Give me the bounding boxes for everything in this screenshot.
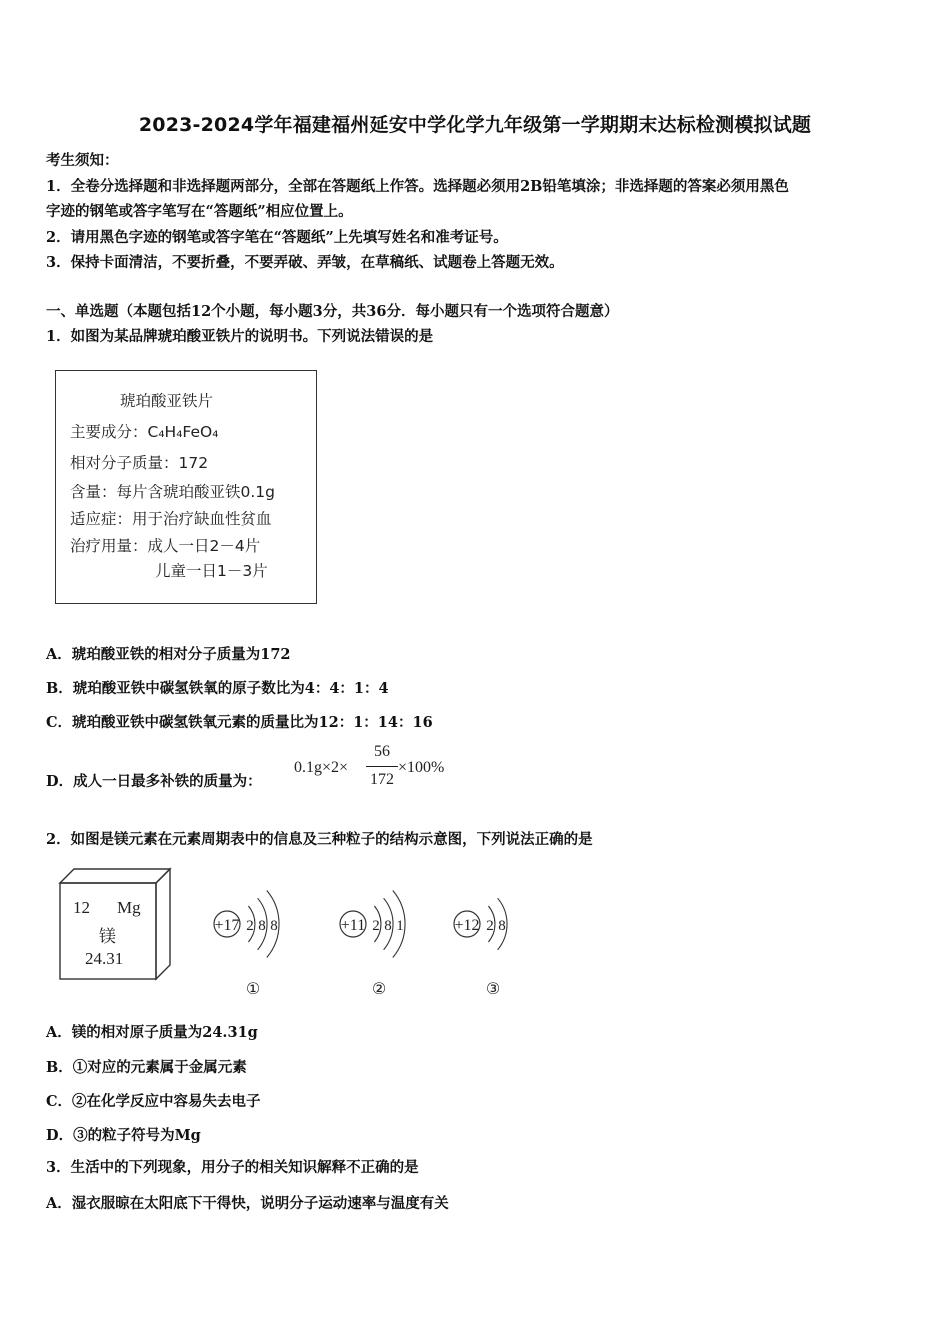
formula-prefix: 0.1g×2× [294,759,349,776]
shell-electron-count: 2 [246,918,254,934]
q2-option-b: B．①对应的元素属于金属元素 [46,1059,247,1076]
particle-diagram-1 [214,891,279,999]
element-number: 12 [73,898,90,917]
section-heading: 一、单选题（本题包括12个小题，每小题3分，共36分．每小题只有一个选项符合题意） [46,303,619,320]
shell-electron-count: 8 [384,918,392,934]
q2-option-c: C．②在化学反应中容易失去电子 [46,1093,261,1110]
q1-option-a: A．琥珀酸亚铁的相对分子质量为172 [46,646,291,663]
nucleus-charge: +11 [340,917,366,934]
particle-diagrams [205,870,535,1010]
label-ingredient: 主要成分：C₄H₄FeO₄ [70,423,219,441]
shell-electron-count: 2 [486,918,494,934]
question-2-stem: 2．如图是镁元素在元素周期表中的信息及三种粒子的结构示意图，下列说法正确的是 [46,831,593,848]
q1-option-d: D．成人一日最多补铁的质量为： [46,773,262,790]
medicine-label [55,370,317,604]
label-indication: 适应症：用于治疗缺血性贫血 [70,510,272,528]
formula-fraction [366,742,398,791]
q3-option-a: A．湿衣服晾在太阳底下干得快，说明分子运动速率与温度有关 [46,1195,449,1212]
element-mass: 24.31 [85,949,124,968]
nucleus-charge: +17 [214,917,240,934]
notice-line-1a: 1．全卷分选择题和非选择题两部分，全部在答题纸上作答。选择题必须用2B铅笔填涂；非选择题的答案必须用黑色 [46,178,789,195]
label-mass: 相对分子质量：172 [70,454,209,472]
formula-suffix: ×100% [398,759,445,776]
element-name: 镁 [99,927,116,947]
q2-option-d: D．③的粒子符号为Mg [46,1127,201,1144]
notice-line-3: 3．保持卡面清洁，不要折叠，不要弄破、弄皱，在草稿纸、试题卷上答题无效。 [46,254,564,271]
notice-line-2: 2．请用黑色字迹的钢笔或答字笔在“答题纸”上先填写姓名和准考证号。 [46,229,508,246]
q2-option-a: A．镁的相对原子质量为24.31g [46,1024,258,1041]
shell-electron-count: 8 [498,918,506,934]
formula-denominator: 172 [370,771,394,788]
particle-diagram-2 [340,891,405,999]
q1-option-b: B．琥珀酸亚铁中碳氢铁氧的原子数比为4：4：1：4 [46,680,389,697]
question-1-stem: 1．如图为某品牌琥珀酸亚铁片的说明书。下列说法错误的是 [46,328,434,345]
label-content: 含量：每片含琥珀酸亚铁0.1g [70,483,275,501]
particle-diagram-3 [454,898,507,998]
label-title: 琥珀酸亚铁片 [120,392,214,410]
page-title: 2023-2024学年福建福州延安中学化学九年级第一学期期末达标检测模拟试题 [138,114,812,136]
question-3-stem: 3．生活中的下列现象，用分子的相关知识解释不正确的是 [46,1159,419,1176]
notice-line-1b: 字迹的钢笔或答字笔写在“答题纸”相应位置上。 [46,203,353,220]
formula-numerator: 56 [374,743,390,760]
particle-label: ③ [485,979,501,998]
shell-electron-count: 8 [258,918,266,934]
nucleus-charge: +12 [454,917,480,934]
shell-electron-count: 1 [396,918,404,934]
particle-label: ① [245,979,261,998]
notice-heading: 考生须知： [46,152,119,169]
label-dosage-adult: 治疗用量：成人一日2－4片 [70,537,261,555]
particle-label: ② [371,979,387,998]
q1-option-c: C．琥珀酸亚铁中碳氢铁氧元素的质量比为12：1：14：16 [46,714,433,731]
element-symbol: Mg [117,898,141,917]
shell-electron-count: 8 [270,918,278,934]
shell-electron-count: 2 [372,918,380,934]
label-dosage-child: 儿童一日1－3片 [155,562,268,580]
